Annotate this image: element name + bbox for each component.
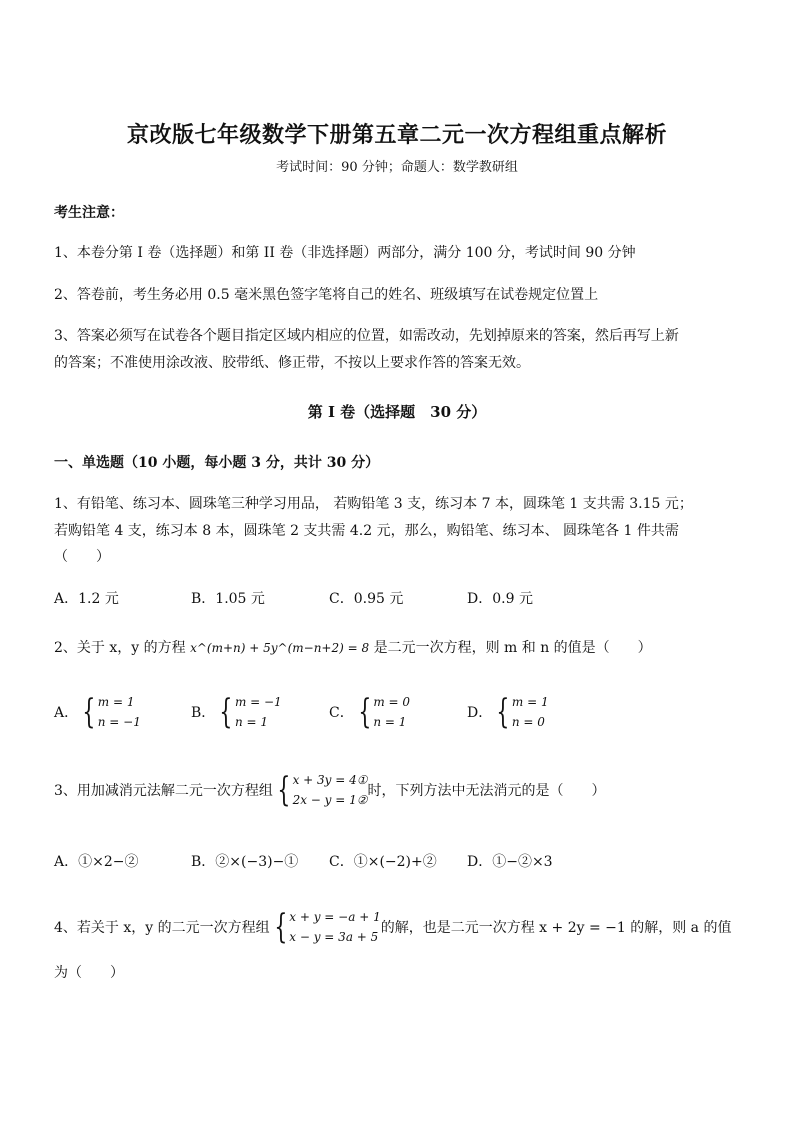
q2-stem [54,637,652,657]
section-heading: 第 I 卷（选择题 30 分） [307,403,487,421]
q2-d-eq1: m = 1 [511,695,549,709]
q2-d-label: D． [467,705,493,721]
part-heading: 一、单选题（10 小题，每小题 3 分，共计 30 分） [54,455,380,471]
q3-eq2: 2x − y = 1② [292,793,368,807]
q3-prefix: 3、用加减消元法解二元一次方程组 [54,783,273,799]
q2-suffix: 是二元一次方程，则 m 和 n 的值是（ ） [373,640,652,656]
brace-icon: { [277,770,291,810]
q4-line-2: 为（ ） [54,965,124,981]
notice-item-3-line-2: 的答案；不准使用涂改液、胶带纸、修正带，不按以上要求作答的答案无效。 [54,355,530,371]
q1-option-d: D．0.9 元 [467,591,533,607]
q4-stem [54,907,731,947]
q4-suffix: 的解，也是二元一次方程 x + 2y = −1 的解，则 a 的值 [380,920,732,936]
q4-eq1: x + y = −a + 1 [289,910,381,924]
q2-equation: x^(m+n) + 5y^(m−n+2) = 8 [190,641,370,655]
q3-option-b: B．②×(−3)−① [191,854,299,870]
q3-option-c: C．①×(−2)+② [329,854,437,870]
notice-heading: 考生注意： [54,205,124,221]
q1-option-b: B．1.05 元 [191,591,265,607]
q2-b-label: B． [191,705,216,721]
q3-suffix: 时，下列方法中无法消元的是（ ） [367,783,606,799]
q1-option-c: C．0.95 元 [329,591,404,607]
page-title: 京改版七年级数学下册第五章二元一次方程组重点解析 [126,122,667,148]
notice-item-1: 1、本卷分第 I 卷（选择题）和第 II 卷（非选择题）两部分，满分 100 分，考试时间 90 分钟 [54,245,636,261]
q1-option-a: A．1.2 元 [54,591,119,607]
q3-eq1: x + 3y = 4① [292,773,368,787]
brace-icon: { [358,692,372,732]
q2-option-d [467,692,549,732]
brace-icon: { [219,692,233,732]
notice-item-3-line-1: 3、答案必须写在试卷各个题目指定区域内相应的位置，如需改动，先划掉原来的答案，然后再写上新 [54,328,679,344]
q2-option-c [329,692,410,732]
q2-c-label: C． [329,705,354,721]
q2-b-eq2: n = 1 [234,715,268,729]
q1-line-3: （ ） [54,549,110,565]
exam-info: 考试时间：90 分钟；命题人：数学教研组 [276,160,518,175]
q2-a-eq2: n = −1 [97,715,141,729]
q2-option-b [191,692,282,732]
q1-line-1: 1、有铅笔、练习本、圆珠笔三种学习用品， 若购铅笔 3 支，练习本 7 本，圆珠笔 1 支共需 3.15 元； [54,496,693,512]
q2-c-eq2: n = 1 [373,715,407,729]
q2-d-eq2: n = 0 [511,715,545,729]
q3-option-a: A．①×2−② [54,854,139,870]
q2-c-eq1: m = 0 [373,695,411,709]
q2-prefix: 2、关于 x，y 的方程 [54,640,186,656]
q4-prefix: 4、若关于 x，y 的二元一次方程组 [54,920,270,936]
q2-option-a [54,692,141,732]
q3-stem [54,770,606,810]
q2-b-eq1: m = −1 [234,695,282,709]
q4-eq2: x − y = 3a + 5 [289,930,379,944]
brace-icon: { [273,907,287,947]
q1-line-2: 若购铅笔 4 支，练习本 8 本，圆珠笔 2 支共需 4.2 元，那么，购铅笔、练习本、 圆珠笔各 1 件共需 [54,523,679,539]
q2-a-eq1: m = 1 [97,695,135,709]
q3-option-d: D．①−②×3 [467,854,553,870]
notice-item-2: 2、答卷前，考生务必用 0.5 毫米黑色签字笔将自己的姓名、班级填写在试卷规定位置上 [54,287,599,303]
brace-icon: { [82,692,96,732]
q2-a-label: A． [54,705,79,721]
brace-icon: { [496,692,510,732]
